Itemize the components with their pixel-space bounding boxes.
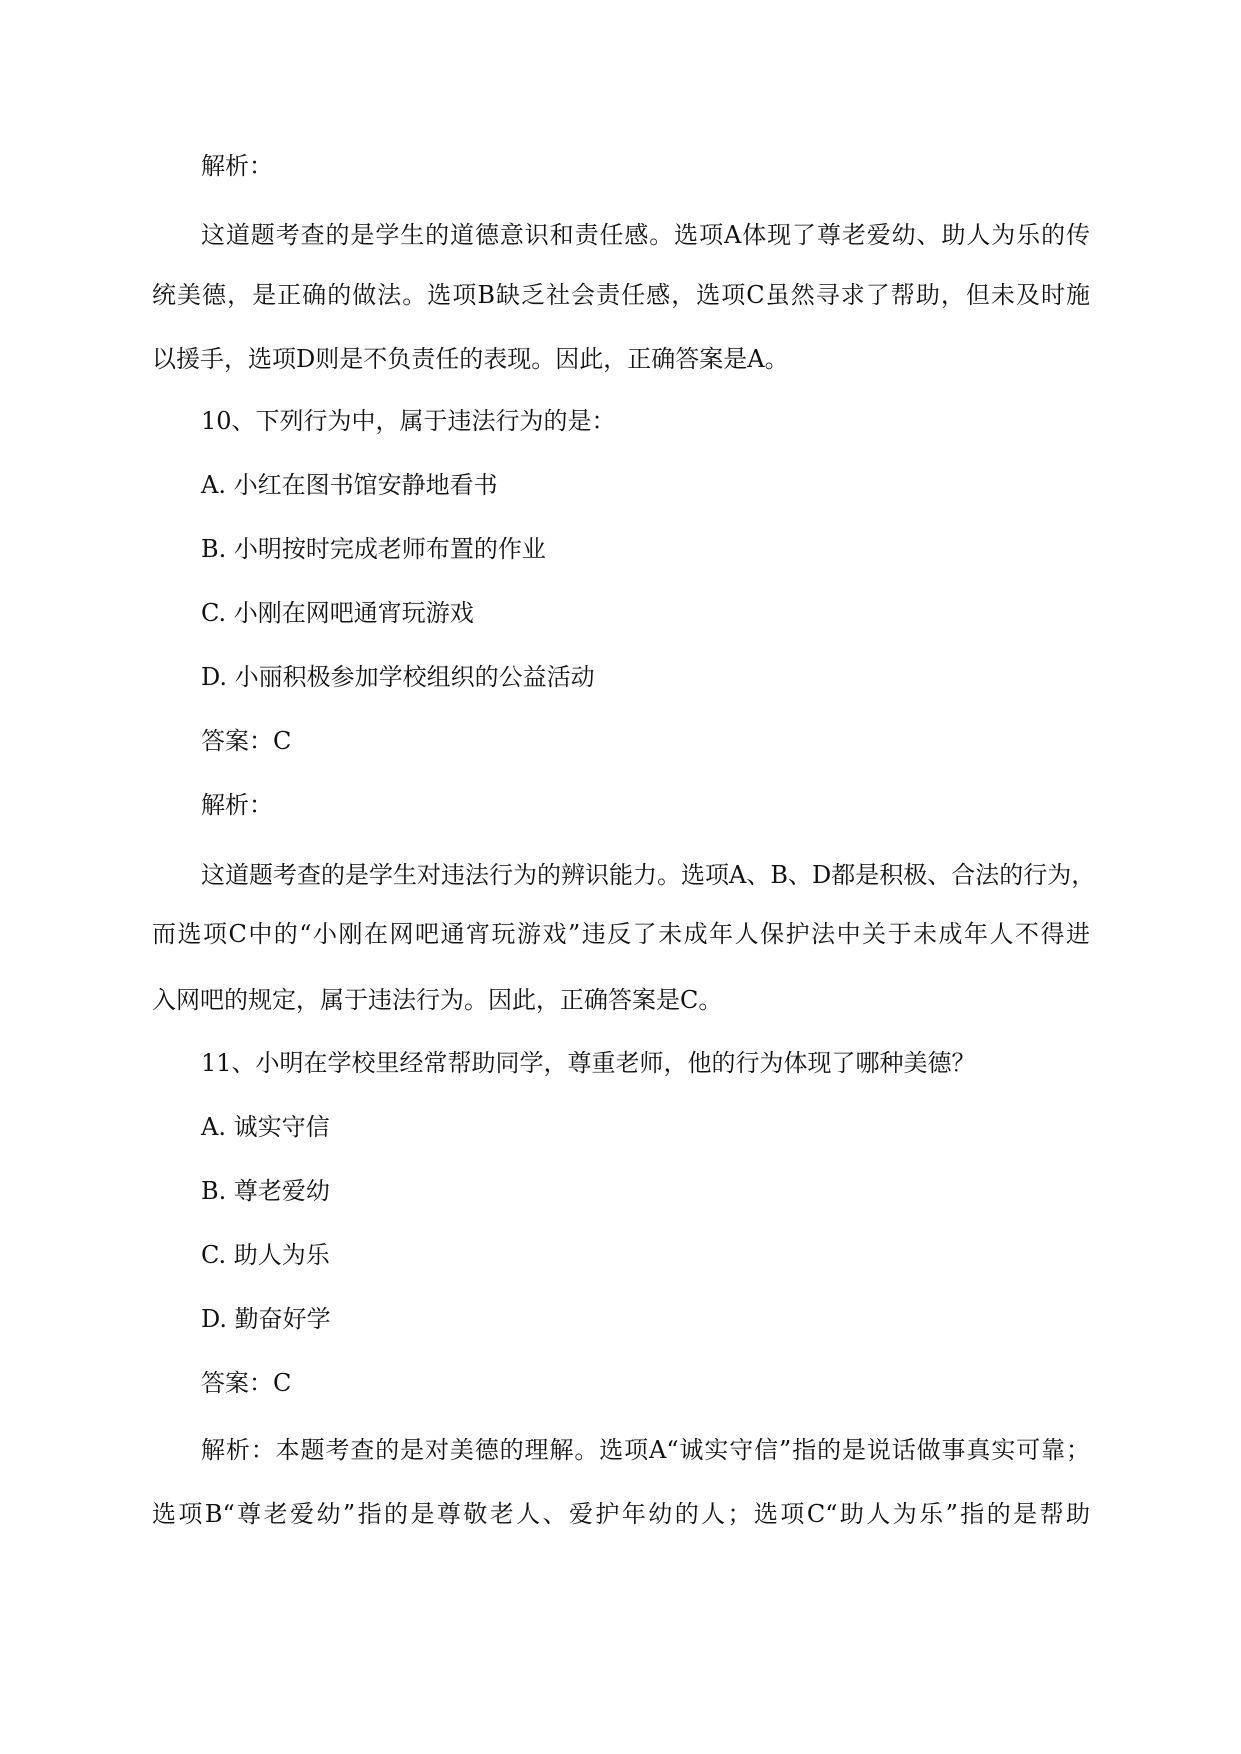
analysis-paragraph-q11: 解析：本题考查的是对美德的理解。选项A“诚实守信”指的是说话做事真实可靠；: [201, 1436, 1090, 1464]
option-a: A. 小红在图书馆安静地看书: [201, 471, 498, 499]
option-c: C. 助人为乐: [201, 1241, 330, 1269]
question-11: 11、小明在学校里经常帮助同学，尊重老师，他的行为体现了哪种美德？: [201, 1049, 976, 1077]
analysis-paragraph-q10: 而选项C中的“小刚在网吧通宵玩游戏”违反了未成年人保护法中关于未成年人不得进: [152, 920, 1090, 948]
option-c: C. 小刚在网吧通宵玩游戏: [201, 599, 474, 627]
question-10: 10、下列行为中，属于违法行为的是：: [201, 407, 616, 435]
option-d: D. 小丽积极参加学校组织的公益活动: [201, 663, 595, 691]
analysis-paragraph-q9: 这道题考查的是学生的道德意识和责任感。选项A体现了尊老爱幼、助人为乐的传: [201, 221, 1090, 249]
analysis-paragraph-q11: 选项B“尊老爱幼”指的是尊敬老人、爱护年幼的人；选项C“助人为乐”指的是帮助: [152, 1500, 1090, 1528]
option-a: A. 诚实守信: [201, 1113, 330, 1141]
analysis-paragraph-q10: 入网吧的规定，属于违法行为。因此，正确答案是C。: [152, 986, 723, 1014]
option-b: B. 尊老爱幼: [201, 1177, 330, 1205]
option-d: D. 勤奋好学: [201, 1305, 331, 1333]
analysis-label: 解析：: [201, 791, 273, 819]
option-b: B. 小明按时完成老师布置的作业: [201, 535, 546, 563]
answer: 答案：C: [201, 727, 292, 755]
analysis-paragraph-q10: 这道题考查的是学生对违法行为的辨识能力。选项A、B、D都是积极、合法的行为，: [201, 861, 1096, 889]
analysis-paragraph-q9: 以援手，选项D则是不负责任的表现。因此，正确答案是A。: [152, 345, 789, 373]
answer: 答案：C: [201, 1369, 292, 1397]
analysis-label: 解析：: [201, 152, 273, 180]
analysis-paragraph-q9: 统美德，是正确的做法。选项B缺乏社会责任感，选项C虽然寻求了帮助，但未及时施: [152, 281, 1090, 309]
